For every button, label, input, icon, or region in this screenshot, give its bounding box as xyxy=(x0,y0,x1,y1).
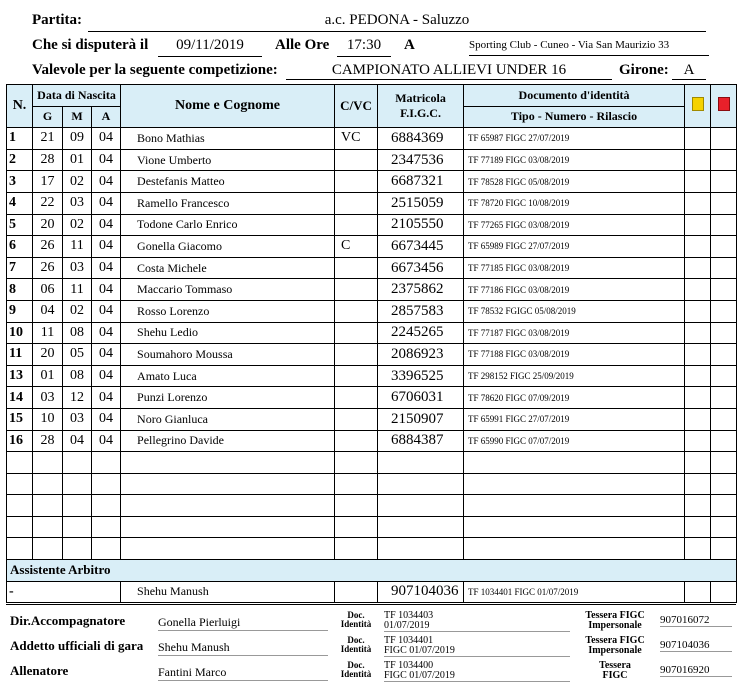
red-card-cell xyxy=(711,408,737,430)
birth-month: 08 xyxy=(63,365,92,387)
staff-doc-line1: TF 1034403 xyxy=(384,610,434,621)
player-matricola: 6673445 xyxy=(378,236,464,258)
player-document: TF 77265 FIGC 03/08/2019 xyxy=(464,214,685,236)
birth-day: 21 xyxy=(33,128,63,150)
birth-year: 04 xyxy=(92,257,121,279)
col-matricola xyxy=(378,85,464,128)
assistente-name: Shehu Manush xyxy=(121,581,335,603)
birth-day: 20 xyxy=(33,214,63,236)
empty-row xyxy=(7,495,737,517)
table-row xyxy=(7,257,737,279)
player-captain xyxy=(335,300,378,322)
empty-cell xyxy=(464,495,685,517)
yellow-card-cell xyxy=(685,149,711,171)
player-captain xyxy=(335,171,378,193)
empty-cell xyxy=(685,452,711,474)
player-number: 4 xyxy=(7,192,33,214)
player-captain xyxy=(335,214,378,236)
staff-name: Shehu Manush xyxy=(158,640,328,656)
birth-day: 26 xyxy=(33,257,63,279)
table-row xyxy=(7,300,737,322)
empty-cell xyxy=(685,473,711,495)
yellow-card-cell xyxy=(685,408,711,430)
player-number: 9 xyxy=(7,300,33,322)
yellow-card-cell xyxy=(685,344,711,366)
empty-cell xyxy=(121,516,335,538)
tessera-label-line1: Tessera FIGC xyxy=(585,635,645,646)
player-name: Amato Luca xyxy=(121,365,335,387)
staff-doc-line2: 01/07/2019 xyxy=(384,621,570,632)
staff-role-label: Addetto ufficiali di gara xyxy=(10,638,144,653)
empty-cell xyxy=(121,473,335,495)
doc-identita-label xyxy=(336,636,376,654)
tessera-label xyxy=(580,661,650,681)
yellow-card-icon xyxy=(692,97,704,111)
player-captain xyxy=(335,149,378,171)
empty-cell xyxy=(121,495,335,517)
empty-cell xyxy=(92,473,121,495)
tessera-label-line2: Impersonale xyxy=(588,645,642,656)
birth-year: 04 xyxy=(92,408,121,430)
player-matricola: 6884369 xyxy=(378,128,464,150)
player-name: Shehu Ledio xyxy=(121,322,335,344)
yellow-card-cell xyxy=(685,214,711,236)
player-captain xyxy=(335,408,378,430)
player-matricola: 2150907 xyxy=(378,408,464,430)
table-row xyxy=(7,344,737,366)
empty-cell xyxy=(685,495,711,517)
birth-year: 04 xyxy=(92,214,121,236)
empty-cell xyxy=(711,495,737,517)
empty-cell xyxy=(92,538,121,560)
table-row xyxy=(7,387,737,409)
yellow-card-cell xyxy=(685,171,711,193)
player-captain xyxy=(335,322,378,344)
col-nome: Nome e Cognome xyxy=(121,85,335,128)
player-document: TF 78620 FIGC 07/09/2019 xyxy=(464,387,685,409)
birth-month: 02 xyxy=(63,171,92,193)
player-name: Soumahoro Moussa xyxy=(121,344,335,366)
col-data-nascita: Data di Nascita xyxy=(33,85,121,107)
birth-month: 11 xyxy=(63,279,92,301)
birth-year: 04 xyxy=(92,149,121,171)
player-document: TF 65989 FIGC 27/07/2019 xyxy=(464,236,685,258)
staff-name: Gonella Pierluigi xyxy=(158,615,328,631)
birth-year: 04 xyxy=(92,279,121,301)
yellow-card-cell xyxy=(685,322,711,344)
table-row xyxy=(7,214,737,236)
player-document: TF 77186 FIGC 03/08/2019 xyxy=(464,279,685,301)
table-row xyxy=(7,279,737,301)
red-card-cell xyxy=(711,581,737,603)
player-name: Todone Carlo Enrico xyxy=(121,214,335,236)
tessera-label-line1: Tessera xyxy=(599,660,631,671)
player-document: TF 65987 FIGC 27/07/2019 xyxy=(464,128,685,150)
competizione-label: Valevole per la seguente competizione: xyxy=(32,62,278,78)
doc-label-line2: Identità xyxy=(340,619,372,629)
staff-doc-line2: FIGC 01/07/2019 xyxy=(384,671,570,682)
red-card-cell xyxy=(711,257,737,279)
assistente-row xyxy=(7,581,737,603)
table-row xyxy=(7,128,737,150)
red-card-cell xyxy=(711,344,737,366)
empty-cell xyxy=(378,538,464,560)
assistente-cvc xyxy=(335,581,378,603)
empty-cell xyxy=(92,516,121,538)
table-row xyxy=(7,192,737,214)
yellow-card-cell xyxy=(685,128,711,150)
empty-row xyxy=(7,452,737,474)
empty-row xyxy=(7,538,737,560)
birth-year: 04 xyxy=(92,322,121,344)
player-document: TF 77187 FIGC 03/08/2019 xyxy=(464,322,685,344)
player-captain xyxy=(335,279,378,301)
empty-cell xyxy=(685,516,711,538)
empty-cell xyxy=(378,473,464,495)
player-document: TF 298152 FIGC 25/09/2019 xyxy=(464,365,685,387)
empty-cell xyxy=(7,473,33,495)
col-g: G xyxy=(33,106,63,128)
red-card-cell xyxy=(711,300,737,322)
birth-year: 04 xyxy=(92,171,121,193)
player-number: 8 xyxy=(7,279,33,301)
doc-label-line2: Identità xyxy=(340,644,372,654)
tessera-value: 907016072 xyxy=(660,614,732,627)
birth-month: 01 xyxy=(63,149,92,171)
doc-identita-label xyxy=(336,611,376,629)
yellow-card-cell xyxy=(685,365,711,387)
staff-doc-line1: TF 1034400 xyxy=(384,660,434,671)
player-number: 2 xyxy=(7,149,33,171)
disputa-label: Che si disputerà il xyxy=(32,37,149,53)
player-matricola: 6673456 xyxy=(378,257,464,279)
table-row xyxy=(7,365,737,387)
player-number: 14 xyxy=(7,387,33,409)
player-document: TF 78720 FIGC 10/08/2019 xyxy=(464,192,685,214)
player-name: Rosso Lorenzo xyxy=(121,300,335,322)
red-card-cell xyxy=(711,214,737,236)
doc-label-line1: Doc. xyxy=(347,610,365,620)
player-captain xyxy=(335,344,378,366)
empty-cell xyxy=(335,473,378,495)
player-captain xyxy=(335,387,378,409)
empty-cell xyxy=(63,538,92,560)
birth-year: 04 xyxy=(92,430,121,452)
player-matricola: 6687321 xyxy=(378,171,464,193)
birth-day: 26 xyxy=(33,236,63,258)
empty-cell xyxy=(92,495,121,517)
empty-cell xyxy=(7,495,33,517)
player-number: 1 xyxy=(7,128,33,150)
birth-month: 04 xyxy=(63,430,92,452)
matricola-header-line2: F.I.G.C. xyxy=(400,106,441,121)
player-number: 3 xyxy=(7,171,33,193)
empty-cell xyxy=(335,538,378,560)
birth-month: 08 xyxy=(63,322,92,344)
table-row xyxy=(7,430,737,452)
birth-day: 01 xyxy=(33,365,63,387)
player-matricola: 3396525 xyxy=(378,365,464,387)
birth-year: 04 xyxy=(92,192,121,214)
player-name: Vione Umberto xyxy=(121,149,335,171)
yellow-card-cell xyxy=(685,236,711,258)
player-matricola: 2347536 xyxy=(378,149,464,171)
empty-cell xyxy=(378,495,464,517)
yellow-card-cell xyxy=(685,430,711,452)
player-number: 5 xyxy=(7,214,33,236)
birth-day: 06 xyxy=(33,279,63,301)
empty-cell xyxy=(33,473,63,495)
player-name: Destefanis Matteo xyxy=(121,171,335,193)
tessera-label-line1: Tessera FIGC xyxy=(585,610,645,621)
col-red-card xyxy=(711,85,737,128)
table-row xyxy=(7,236,737,258)
doc-label-line1: Doc. xyxy=(347,635,365,645)
player-number: 10 xyxy=(7,322,33,344)
yellow-card-cell xyxy=(685,387,711,409)
player-document: TF 78532 FGIGC 05/08/2019 xyxy=(464,300,685,322)
col-tipo: Tipo - Numero - Rilascio xyxy=(464,106,685,128)
tessera-value: 907104036 xyxy=(660,639,732,652)
player-captain xyxy=(335,430,378,452)
table-row xyxy=(7,171,737,193)
player-document: TF 78528 FIGC 05/08/2019 xyxy=(464,171,685,193)
birth-year: 04 xyxy=(92,344,121,366)
player-number: 6 xyxy=(7,236,33,258)
birth-day: 28 xyxy=(33,430,63,452)
player-matricola: 2086923 xyxy=(378,344,464,366)
empty-cell xyxy=(711,538,737,560)
yellow-card-cell xyxy=(685,581,711,603)
player-name: Costa Michele xyxy=(121,257,335,279)
player-number: 7 xyxy=(7,257,33,279)
player-document: TF 65991 FIGC 27/07/2019 xyxy=(464,408,685,430)
assistente-number: - xyxy=(7,581,121,603)
a-label: A xyxy=(404,37,415,53)
red-card-cell xyxy=(711,192,737,214)
empty-cell xyxy=(33,452,63,474)
staff-role-label: Dir.Accompagnatore xyxy=(10,613,126,628)
red-card-cell xyxy=(711,279,737,301)
birth-day: 11 xyxy=(33,322,63,344)
assistente-section-label: Assistente Arbitro xyxy=(7,560,737,582)
col-n: N. xyxy=(7,85,33,128)
yellow-card-cell xyxy=(685,300,711,322)
empty-cell xyxy=(33,516,63,538)
birth-day: 03 xyxy=(33,387,63,409)
birth-year: 04 xyxy=(92,365,121,387)
player-name: Maccario Tommaso xyxy=(121,279,335,301)
assistente-document: TF 1034401 FIGC 01/07/2019 xyxy=(464,581,685,603)
birth-year: 04 xyxy=(92,236,121,258)
birth-year: 04 xyxy=(92,128,121,150)
empty-cell xyxy=(63,473,92,495)
player-matricola: 6706031 xyxy=(378,387,464,409)
birth-month: 02 xyxy=(63,214,92,236)
player-matricola: 2245265 xyxy=(378,322,464,344)
empty-cell xyxy=(378,452,464,474)
red-card-cell xyxy=(711,430,737,452)
col-cvc: C/VC xyxy=(335,85,378,128)
staff-doc-line1: TF 1034401 xyxy=(384,635,434,646)
birth-year: 04 xyxy=(92,387,121,409)
birth-month: 03 xyxy=(63,192,92,214)
birth-month: 12 xyxy=(63,387,92,409)
empty-cell xyxy=(464,538,685,560)
staff-doc-line2: FIGC 01/07/2019 xyxy=(384,646,570,657)
empty-cell xyxy=(7,538,33,560)
partita-value: a.c. PEDONA - Saluzzo xyxy=(88,12,706,32)
player-document: TF 65990 FIGC 07/07/2019 xyxy=(464,430,685,452)
birth-month: 03 xyxy=(63,408,92,430)
player-number: 15 xyxy=(7,408,33,430)
col-m: M xyxy=(63,106,92,128)
doc-label-line2: Identità xyxy=(340,669,372,679)
match-time: 17:30 xyxy=(337,37,391,57)
competizione-value: CAMPIONATO ALLIEVI UNDER 16 xyxy=(286,62,612,80)
staff-name: Fantini Marco xyxy=(158,665,328,681)
player-captain xyxy=(335,192,378,214)
empty-cell xyxy=(7,516,33,538)
doc-label-line1: Doc. xyxy=(347,660,365,670)
girone-value: A xyxy=(672,62,706,80)
player-captain xyxy=(335,365,378,387)
player-document: TF 77185 FIGC 03/08/2019 xyxy=(464,257,685,279)
player-document: TF 77189 FIGC 03/08/2019 xyxy=(464,149,685,171)
red-card-icon xyxy=(718,97,730,111)
birth-day: 20 xyxy=(33,344,63,366)
empty-cell xyxy=(121,452,335,474)
red-card-cell xyxy=(711,149,737,171)
player-captain: VC xyxy=(335,128,378,150)
birth-month: 09 xyxy=(63,128,92,150)
birth-month: 03 xyxy=(63,257,92,279)
empty-cell xyxy=(63,516,92,538)
empty-cell xyxy=(711,452,737,474)
player-matricola: 2857583 xyxy=(378,300,464,322)
red-card-cell xyxy=(711,171,737,193)
player-document: TF 77188 FIGC 03/08/2019 xyxy=(464,344,685,366)
yellow-card-cell xyxy=(685,192,711,214)
yellow-card-cell xyxy=(685,279,711,301)
birth-day: 28 xyxy=(33,149,63,171)
player-name: Ramello Francesco xyxy=(121,192,335,214)
empty-cell xyxy=(92,452,121,474)
assistente-header-row xyxy=(7,560,737,582)
girone-label: Girone: xyxy=(619,62,669,78)
red-card-cell xyxy=(711,236,737,258)
player-number: 13 xyxy=(7,365,33,387)
tessera-label-line2: Impersonale xyxy=(588,620,642,631)
birth-day: 17 xyxy=(33,171,63,193)
empty-cell xyxy=(335,495,378,517)
player-name: Bono Mathias xyxy=(121,128,335,150)
red-card-cell xyxy=(711,365,737,387)
table-row xyxy=(7,149,737,171)
col-documento: Documento d'identità xyxy=(464,85,685,107)
empty-cell xyxy=(335,452,378,474)
empty-cell xyxy=(335,516,378,538)
yellow-card-cell xyxy=(685,257,711,279)
birth-month: 05 xyxy=(63,344,92,366)
empty-cell xyxy=(7,452,33,474)
red-card-cell xyxy=(711,387,737,409)
empty-cell xyxy=(685,538,711,560)
empty-cell xyxy=(33,538,63,560)
tessera-label xyxy=(580,611,650,631)
venue: Sporting Club - Cuneo - Via San Maurizio 33 xyxy=(469,39,709,56)
partita-label: Partita: xyxy=(32,12,82,28)
player-matricola: 6884387 xyxy=(378,430,464,452)
table-row xyxy=(7,408,737,430)
player-number: 16 xyxy=(7,430,33,452)
empty-cell xyxy=(711,473,737,495)
birth-month: 11 xyxy=(63,236,92,258)
birth-day: 22 xyxy=(33,192,63,214)
birth-day: 04 xyxy=(33,300,63,322)
red-card-cell xyxy=(711,128,737,150)
staff-role-label: Allenatore xyxy=(10,663,69,678)
tessera-label xyxy=(580,636,650,656)
player-name: Pellegrino Davide xyxy=(121,430,335,452)
player-name: Punzi Lorenzo xyxy=(121,387,335,409)
empty-cell xyxy=(464,516,685,538)
roster-table xyxy=(6,84,737,603)
player-matricola: 2375862 xyxy=(378,279,464,301)
player-name: Gonella Giacomo xyxy=(121,236,335,258)
empty-row xyxy=(7,473,737,495)
empty-cell xyxy=(33,495,63,517)
col-yellow-card xyxy=(685,85,711,128)
player-captain: C xyxy=(335,236,378,258)
assistente-matricola: 907104036 xyxy=(378,581,464,603)
player-matricola: 2105550 xyxy=(378,214,464,236)
birth-year: 04 xyxy=(92,300,121,322)
tessera-value: 907016920 xyxy=(660,664,732,677)
empty-cell xyxy=(464,452,685,474)
birth-day: 10 xyxy=(33,408,63,430)
empty-row xyxy=(7,516,737,538)
player-matricola: 2515059 xyxy=(378,192,464,214)
empty-cell xyxy=(464,473,685,495)
ore-label: Alle Ore xyxy=(275,37,330,53)
match-date: 09/11/2019 xyxy=(158,37,262,57)
empty-cell xyxy=(711,516,737,538)
empty-cell xyxy=(378,516,464,538)
birth-month: 02 xyxy=(63,300,92,322)
empty-cell xyxy=(121,538,335,560)
empty-cell xyxy=(63,495,92,517)
tessera-label-line2: FIGC xyxy=(602,670,628,681)
matricola-header-line1: Matricola xyxy=(395,91,446,106)
table-row xyxy=(7,322,737,344)
player-name: Noro Gianluca xyxy=(121,408,335,430)
doc-identita-label xyxy=(336,661,376,679)
player-captain xyxy=(335,257,378,279)
player-number: 11 xyxy=(7,344,33,366)
red-card-cell xyxy=(711,322,737,344)
empty-cell xyxy=(63,452,92,474)
col-a: A xyxy=(92,106,121,128)
